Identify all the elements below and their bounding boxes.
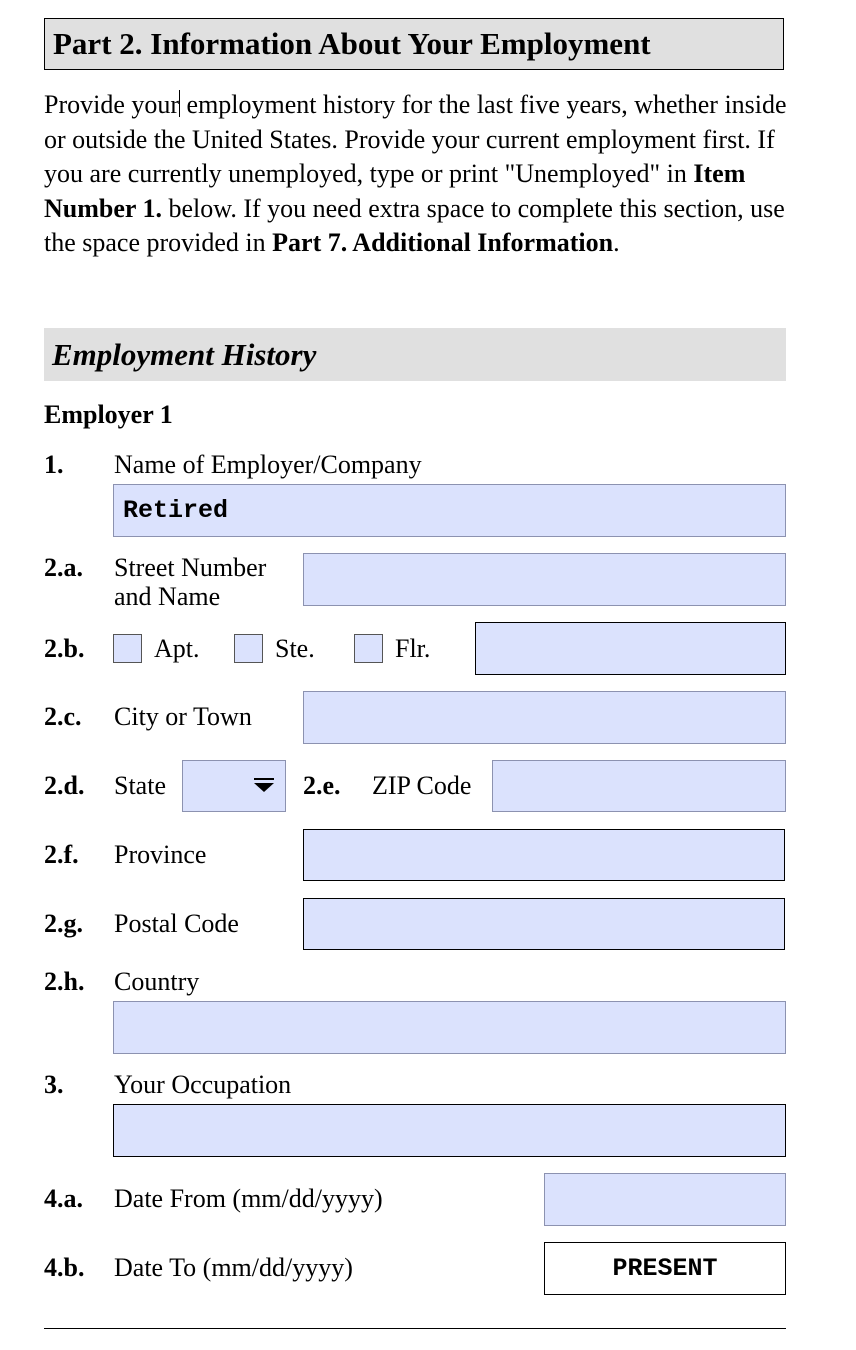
date-from-field[interactable]	[544, 1173, 786, 1226]
postal-code-field[interactable]	[303, 898, 785, 950]
street-label-line2: and Name	[114, 582, 221, 611]
apt-checkbox[interactable]	[113, 634, 142, 663]
employer-header: Employer 1	[44, 400, 173, 429]
unit-number-field[interactable]	[475, 622, 786, 675]
item-number-3: 3.	[44, 1070, 64, 1099]
bottom-divider	[44, 1328, 786, 1329]
instructions-paragraph	[44, 88, 794, 261]
intro-text-2: employment history for the last five years, whether inside or outside the United States. Provide your current employment first. If you are currently unemployed, type or print "Unemployed" in	[44, 90, 787, 188]
intro-text-1: Provide your	[44, 90, 180, 119]
item-number-4b: 4.b.	[44, 1253, 85, 1282]
intro-bold-item: Item Number 1.	[44, 159, 746, 223]
item-number-4a: 4.a.	[44, 1184, 83, 1213]
country-field[interactable]	[113, 1001, 786, 1054]
state-label: State	[114, 771, 166, 800]
zip-label: ZIP Code	[372, 771, 472, 800]
street-field[interactable]	[303, 553, 786, 606]
item-number-2g: 2.g.	[44, 909, 83, 938]
apt-label: Apt.	[154, 634, 200, 663]
part-header: Part 2. Information About Your Employment	[44, 18, 784, 70]
item-number-2a: 2.a.	[44, 553, 83, 582]
item-number-2e: 2.e.	[303, 771, 341, 800]
flr-label: Flr.	[395, 634, 431, 663]
item-number-2b: 2.b.	[44, 634, 85, 663]
postal-code-label: Postal Code	[114, 909, 239, 938]
section-header: Employment History	[44, 328, 786, 381]
country-label: Country	[114, 967, 200, 996]
item-number-1: 1.	[44, 450, 64, 479]
item-number-2f: 2.f.	[44, 840, 79, 869]
date-to-field[interactable]: PRESENT	[544, 1242, 786, 1295]
state-dropdown[interactable]	[182, 760, 286, 812]
intro-bold-part: Part 7. Additional Information	[272, 228, 614, 257]
flr-checkbox[interactable]	[354, 634, 383, 663]
city-field[interactable]	[303, 691, 786, 744]
province-field[interactable]	[303, 829, 785, 881]
intro-text-3: below. If you need extra space to complete this section, use the space provided in	[44, 193, 785, 257]
zip-field[interactable]	[492, 760, 786, 812]
item-number-2h: 2.h.	[44, 967, 85, 996]
ste-checkbox[interactable]	[234, 634, 263, 663]
date-to-label: Date To (mm/dd/yyyy)	[114, 1253, 353, 1282]
occupation-label: Your Occupation	[114, 1070, 292, 1099]
city-label: City or Town	[114, 702, 252, 731]
employer-name-field[interactable]: Retired	[113, 484, 786, 537]
dropdown-line-icon	[254, 778, 274, 780]
intro-text-4: .	[613, 228, 620, 257]
item-number-2d: 2.d.	[44, 771, 85, 800]
date-from-label: Date From (mm/dd/yyyy)	[114, 1184, 383, 1213]
item-number-2c: 2.c.	[44, 702, 82, 731]
street-label-line1: Street Number	[114, 553, 267, 582]
employer-name-label: Name of Employer/Company	[114, 450, 422, 479]
ste-label: Ste.	[275, 634, 315, 663]
occupation-field[interactable]	[113, 1104, 786, 1157]
province-label: Province	[114, 840, 207, 869]
chevron-down-icon	[254, 783, 274, 792]
